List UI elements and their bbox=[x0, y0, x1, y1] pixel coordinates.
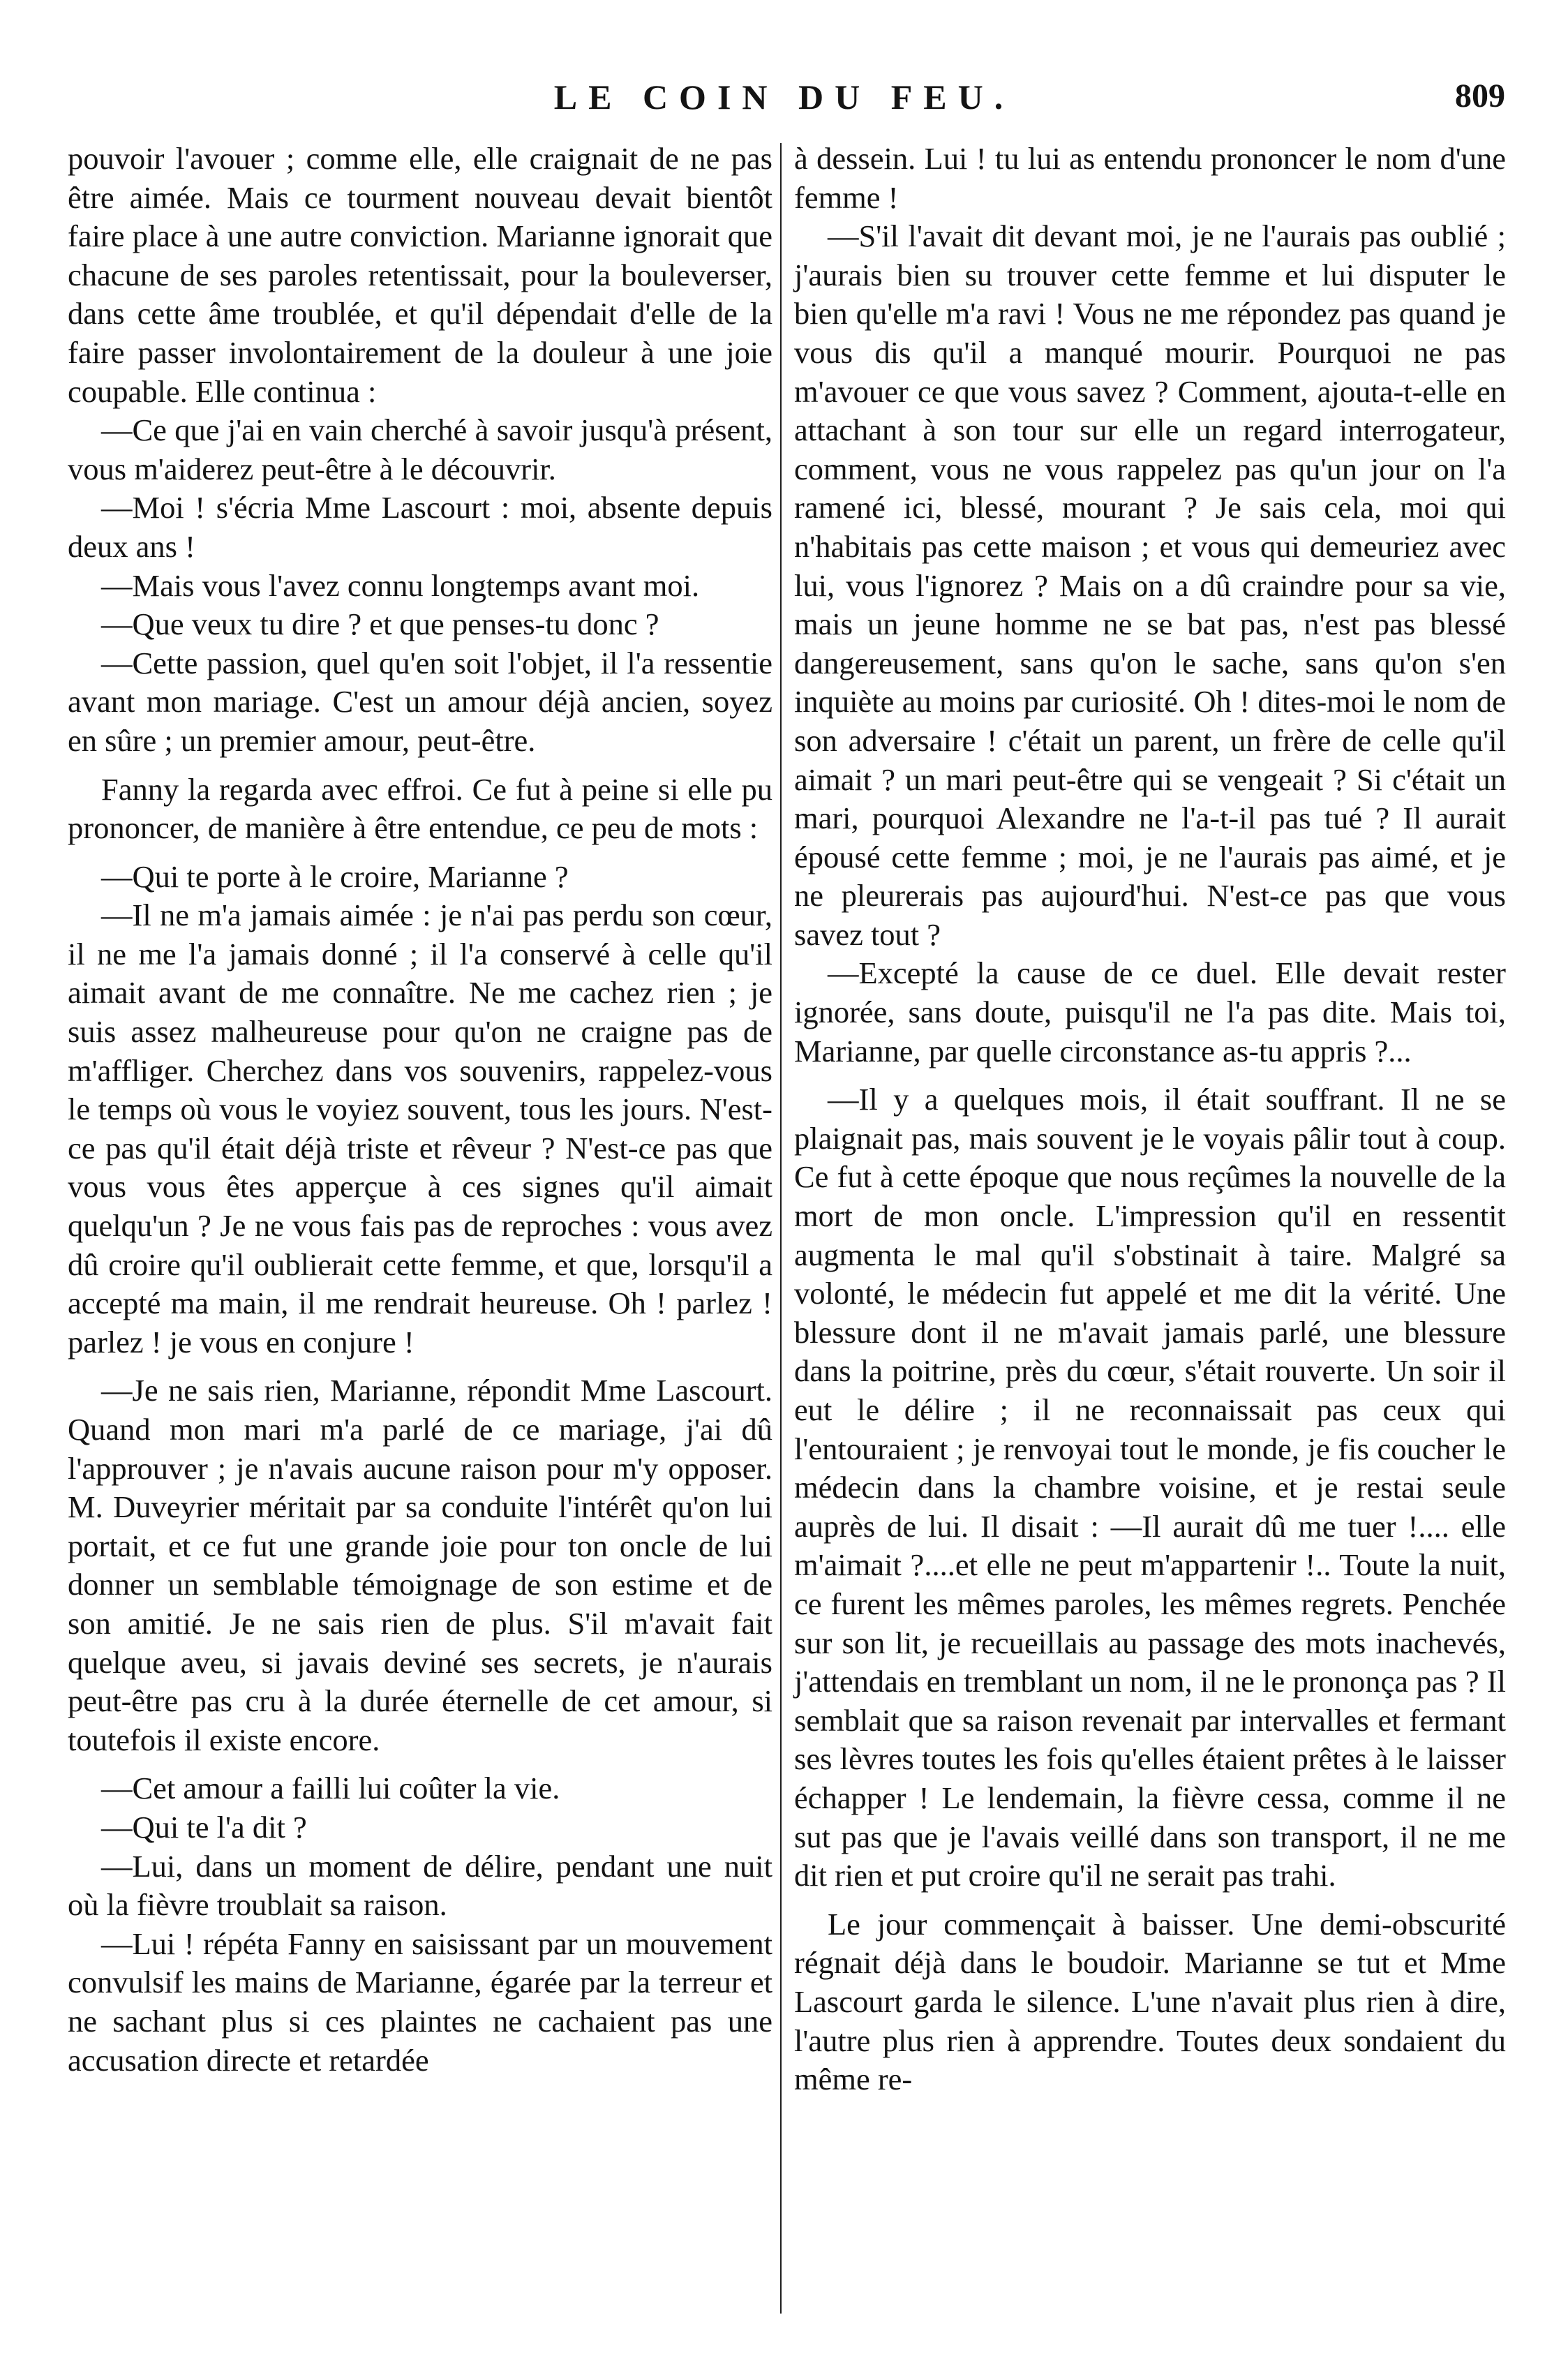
page-header bbox=[63, 77, 1505, 126]
page-number: 809 bbox=[1455, 77, 1505, 114]
paragraph: —Mais vous l'avez connu longtemps avant moi. bbox=[101, 567, 700, 603]
paragraph: —Lui, dans un moment de délire, pendant une nuit où la fièvre troublait sa raison. bbox=[68, 1848, 772, 1923]
paragraph: —Excepté la cause de ce duel. Elle devait rester ignorée, sans doute, puisqu'il ne l'a pas dite. Mais toi, Marianne, par quelle circonstance as-tu appris ?... bbox=[794, 955, 1506, 1068]
paragraph: à dessein. Lui ! tu lui as entendu prononcer le nom d'une femme ! bbox=[794, 141, 1506, 215]
right-column bbox=[794, 140, 1506, 2099]
paragraph: —Je ne sais rien, Marianne, répondit Mme Lascourt. Quand mon mari m'a parlé de ce mariage, j'ai dû l'approuver ; je n'avais aucune raison pour m'y opposer. M. Duveyrier méritait par sa conduite l'intérêt qu'on lui portait, et ce fut une grande joie pour ton oncle de lui donner un semblable témoignage de son estime et de son amitié. Je ne sais rien de plus. S'il m'avait fait quelque aveu, si javais deviné ses secrets, je n'aurais peut-être pas cru à la durée éternelle de cet amour, si toutefois il existe encore. bbox=[68, 1373, 772, 1757]
paragraph: Le jour commençait à baisser. Une demi-obscurité régnait déjà dans le boudoir. Marianne se tut et Mme Lascourt garda le silence. L'une n'avait plus rien à dire, l'autre plus rien à apprendre. Toutes deux sondaient du même re- bbox=[794, 1906, 1506, 2097]
paragraph: —Qui te l'a dit ? bbox=[101, 1809, 307, 1845]
left-column bbox=[68, 140, 772, 2080]
paragraph: —Lui ! répéta Fanny en saisissant par un mouvement convulsif les mains de Marianne, égarée par la terreur et ne sachant plus si ces plaintes ne cachaient pas une accusation directe et retardée bbox=[68, 1926, 772, 2078]
paragraph: —Cet amour a failli lui coûter la vie. bbox=[101, 1771, 560, 1806]
paragraph: —Il y a quelques mois, il était souffrant. Il ne se plaignait pas, mais souvent je le voyais pâlir tout à coup. Ce fut à cette époque que nous reçûmes la nouvelle de la mort de mon oncle. L'impression qu'il en ressentit augmenta le mal qu'il s'obstinait à taire. Malgré sa volonté, le médecin fut appelé et me dit la vérité. Une blessure dont il ne m'avait jamais parlé, une blessure dans la poitrine, près du cœur, s'était rouverte. Un soir il eut le délire ; il ne reconnaissait pas ceux qui l'entouraient ; je renvoyai tout le monde, je fis coucher le médecin dans la chambre voisine, et je restai seule auprès de lui. Il disait : —Il aurait dû me tuer !.... elle m'aimait ?....et elle ne peut m'appartenir !.. Toute la nuit, ce furent les mêmes paroles, les mêmes regrets. Penchée sur son lit, je recueillais au passage des mots inachevés, j'attendais en tremblant un nom, il ne le prononça pas ? Il semblait que sa raison revenait par intervalles et fermant ses lèvres toutes les fois qu'elles étaient prêtes à le laisser échapper ! Le lendemain, la fièvre cessa, comme il ne sut pas que je l'avais veillé dans son transport, il ne me dit rien et put croire qu'il ne serait pas trahi. bbox=[794, 1082, 1506, 1893]
paragraph: pouvoir l'avouer ; comme elle, elle craignait de ne pas être aimée. Mais ce tourment nouveau devait bientôt faire place à une autre conviction. Marianne ignorait que chacune de ses paroles retentissait, pour la bouleverser, dans cette âme troublée, et qu'il dépendait d'elle de la faire passer involontairement de la douleur à une joie coupable. Elle continua : bbox=[68, 141, 772, 409]
paragraph: —Cette passion, quel qu'en soit l'objet, il l'a ressentie avant mon mariage. C'est un amour déjà ancien, soyez en sûre ; un premier amour, peut-être. bbox=[68, 645, 772, 758]
paragraph: —Il ne m'a jamais aimée : je n'ai pas perdu son cœur, il ne me l'a jamais donné ; il l'a conservé à celle qu'il aimait avant de me connaître. Ne me cachez rien ; je suis assez malheureuse pour qu'on ne craigne pas de m'affliger. Cherchez dans vos souvenirs, rappelez-vous le temps où vous le voyiez souvent, tous les jours. N'est-ce pas qu'il était déjà triste et rêveur ? N'est-ce pas que vous vous êtes apperçue à ces signes qu'il aimait quelqu'un ? Je ne vous fais pas de reproches : vous avez dû croire qu'il oublierait cette femme, et que, lorsqu'il a accepté ma main, il me rendrait heureuse. Oh ! parlez ! parlez ! je vous en conjure ! bbox=[68, 898, 772, 1360]
paragraph: Fanny la regarda avec effroi. Ce fut à peine si elle pu prononcer, de manière à être entendue, ce peu de mots : bbox=[68, 771, 772, 846]
column-divider bbox=[780, 143, 782, 2314]
paragraph: —Moi ! s'écria Mme Lascourt : moi, absente depuis deux ans ! bbox=[68, 490, 772, 564]
paragraph: —Que veux tu dire ? et que penses-tu donc ? bbox=[101, 606, 659, 642]
paragraph: —Ce que j'ai en vain cherché à savoir jusqu'à présent, vous m'aiderez peut-être à le découvrir. bbox=[68, 412, 772, 486]
running-title: LE COIN DU FEU. bbox=[553, 77, 1015, 117]
paragraph: —S'il l'avait dit devant moi, je ne l'aurais pas oublié ; j'aurais bien su trouver cette femme et lui disputer le bien qu'elle m'a ravi ! Vous ne me répondez pas quand je vous dis qu'il a manqué mourir. Pourquoi ne pas m'avouer ce que vous savez ? Comment, ajouta-t-elle en attachant à son tour sur elle un regard interrogateur, comment, vous ne vous rappelez pas qu'un jour on l'a ramené ici, blessé, mourant ? Je sais cela, moi qui n'habitais pas cette maison ; et vous qui demeuriez avec lui, vous l'ignorez ? Mais on a dû craindre pour sa vie, mais un jeune homme ne se bat pas, n'est pas blessé dangereusement, sans qu'on le sache, sans qu'on s'en inquiète au moins par curiosité. Oh ! dites-moi le nom de son adversaire ! c'était un parent, un frère de celle qu'il aimait ? un mari peut-être qui se vengeait ? Si c'était un mari, pourquoi Alexandre ne l'a-t-il pas tué ? Il aurait épousé cette femme ; moi, je ne l'aurais pas aimé, et je ne pleurerais pas aujourd'hui. N'est-ce pas que vous savez tout ? bbox=[794, 218, 1506, 952]
paragraph: —Qui te porte à le croire, Marianne ? bbox=[101, 858, 569, 894]
